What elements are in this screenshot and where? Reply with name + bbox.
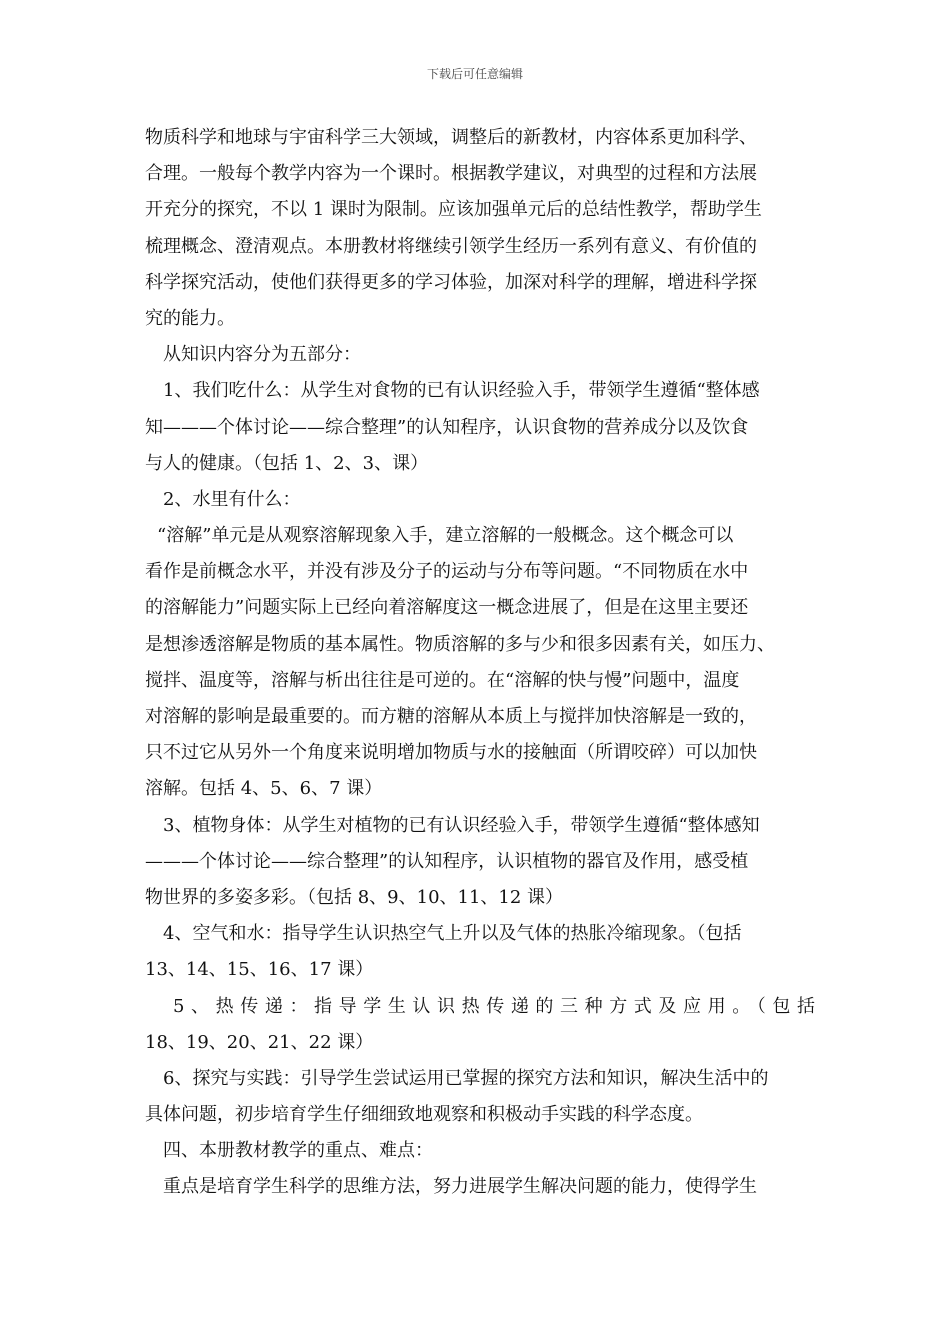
text-line: 开充分的探究，不以 1 课时为限制。应该加强单元后的总结性教学，帮助学生	[145, 199, 762, 221]
text-line: 科学探究活动，使他们获得更多的学习体验，加深对科学的理解，增进科学探	[145, 271, 757, 293]
text-line: 13、14、15、16、17 课）	[145, 959, 374, 981]
text-line: 溶解。包括 4、5、6、7 课）	[145, 778, 383, 800]
text-line: ———个体讨论——综合整理”的认知程序，认识植物的器官及作用，感受植	[145, 850, 749, 872]
list-item-2: 2、水里有什么：	[163, 488, 301, 510]
text-line: 物质科学和地球与宇宙科学三大领域，调整后的新教材，内容体系更加科学、	[145, 127, 757, 148]
list-item-5: 5、热传递：指导学生认识热传递的三种方式及应用。（包括	[173, 995, 815, 1017]
list-item-4: 4、空气和水：指导学生认识热空气上升以及气体的热胀冷缩现象。（包括	[163, 923, 742, 945]
text-line: 搅拌、温度等，溶解与析出往往是可逆的。在“溶解的快与慢”问题中，温度	[145, 669, 740, 691]
section-heading: 四、本册教材教学的重点、难点：	[163, 1140, 433, 1162]
text-line: 重点是培育学生科学的思维方法，努力进展学生解决问题的能力，使得学生	[163, 1176, 757, 1198]
text-line: 究的能力。	[145, 307, 235, 329]
text-line: 知———个体讨论——综合整理”的认知程序，认识食物的营养成分以及饮食	[145, 416, 749, 438]
text-line: 具体问题，初步培育学生仔细细致地观察和积极动手实践的科学态度。	[145, 1104, 703, 1126]
document-body	[145, 120, 815, 1206]
text-line: 的溶解能力”问题实际上已经向着溶解度这一概念进展了，但是在这里主要还	[145, 597, 749, 619]
list-item-1: 1、我们吃什么：从学生对食物的已有认识经验入手，带领学生遵循“整体感	[163, 380, 760, 402]
text-line: 对溶解的影响是最重要的。而方糖的溶解从本质上与搅拌加快溶解是一致的，	[145, 706, 757, 727]
text-line: 与人的健康。（包括 1、2、3、课）	[145, 452, 429, 474]
text-line: 看作是前概念水平，并没有涉及分子的运动与分布等问题。“不同物质在水中	[145, 561, 749, 583]
paragraph-start: “溶解”单元是从观察溶解现象入手，建立溶解的一般概念。这个概念可以	[157, 525, 734, 547]
page-header: 下载后可任意编辑	[426, 67, 523, 81]
text-line: 梳理概念、澄清观点。本册教材将继续引领学生经历一系列有意义、有价值的	[145, 235, 757, 257]
text-line: 是想渗透溶解是物质的基本属性。物质溶解的多与少和很多因素有关，如压力、	[145, 633, 775, 655]
text-line: 18、19、20、21、22 课）	[145, 1031, 374, 1053]
list-item-3: 3、植物身体：从学生对植物的已有认识经验入手，带领学生遵循“整体感知	[163, 814, 760, 836]
text-line: 只不过它从另外一个角度来说明增加物质与水的接触面（所谓咬碎）可以加快	[145, 742, 757, 764]
section-intro: 从知识内容分为五部分：	[163, 344, 361, 366]
list-item-6: 6、探究与实践：引导学生尝试运用已掌握的探究方法和知识，解决生活中的	[163, 1067, 769, 1089]
text-line: 物世界的多姿多彩。（包括 8、9、10、11、12 课）	[145, 886, 564, 908]
text-line: 合理。一般每个教学内容为一个课时。根据教学建议，对典型的过程和方法展	[145, 163, 757, 185]
